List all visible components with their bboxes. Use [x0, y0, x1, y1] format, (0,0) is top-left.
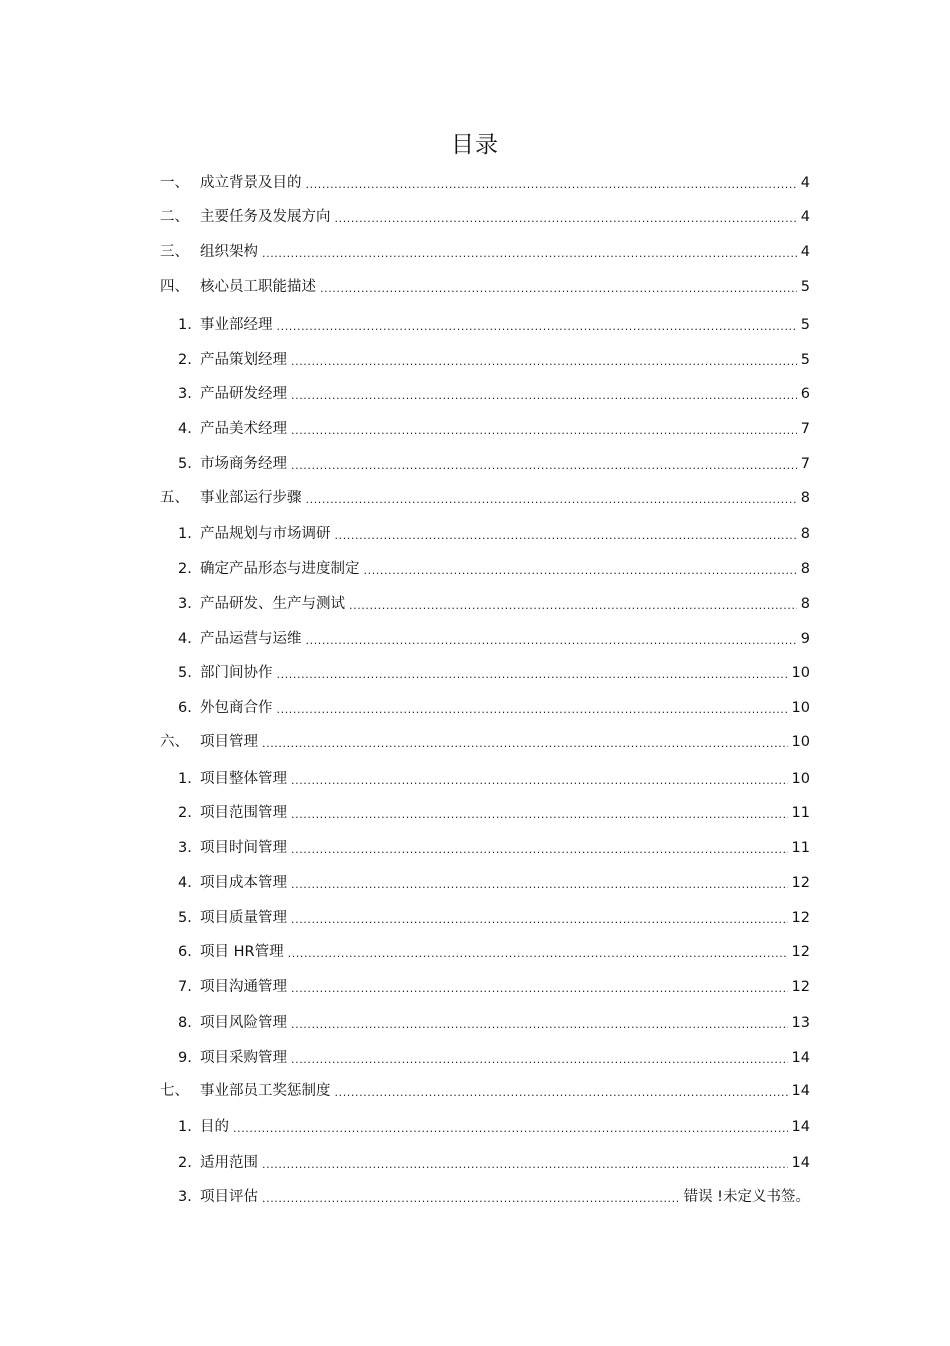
toc-entry-number: 2.: [178, 352, 192, 368]
toc-entry-page-number: 12: [791, 979, 810, 995]
toc-entry-page-number: 5: [800, 317, 810, 333]
toc-dot-leader: [291, 982, 788, 996]
toc-entry-number: 1.: [178, 317, 192, 333]
toc-entry-page-number: 8: [800, 526, 810, 542]
toc-entry-label: 部门间协作: [200, 665, 273, 681]
toc-entry-number: 七、: [160, 1083, 189, 1099]
toc-entry-number: 5.: [178, 910, 192, 926]
toc-dot-leader: [291, 878, 788, 892]
toc-dot-leader: [291, 355, 797, 369]
toc-entry[interactable]: [160, 556, 810, 578]
toc-entry[interactable]: [160, 204, 810, 226]
toc-entry[interactable]: [160, 1045, 810, 1067]
toc-entry-label: 目的: [200, 1119, 229, 1135]
toc-entry-page-number: 5: [800, 279, 810, 295]
toc-entry-page-number: 14: [791, 1050, 810, 1066]
toc-entry-page-number: 8: [800, 596, 810, 612]
toc-dot-leader: [291, 843, 788, 857]
toc-dot-leader: [262, 247, 797, 261]
toc-entry-page-number: 11: [791, 805, 810, 821]
toc-entry[interactable]: [160, 451, 810, 473]
toc-entry-page-number: 5: [800, 352, 810, 368]
toc-entry-page-number: 12: [791, 875, 810, 891]
toc-entry-page-number: 4: [800, 209, 810, 225]
toc-dot-leader: [349, 599, 797, 613]
toc-entry-number: 1.: [178, 771, 192, 787]
toc-entry[interactable]: [160, 660, 810, 682]
toc-dot-leader: [277, 703, 788, 717]
toc-dot-leader: [335, 1086, 788, 1100]
toc-entry-number: 二、: [160, 209, 189, 225]
toc-entry-page-number: 9: [800, 631, 810, 647]
toc-entry[interactable]: [160, 1150, 810, 1172]
toc-entry-page-number: 4: [800, 244, 810, 260]
toc-entry-number: 3.: [178, 596, 192, 612]
toc-entry-page-number: 11: [791, 840, 810, 856]
toc-entry[interactable]: [160, 1184, 810, 1206]
toc-entry[interactable]: [160, 766, 810, 788]
toc-entry-number: 5.: [178, 665, 192, 681]
toc-entry-number: 六、: [160, 734, 189, 750]
toc-dot-leader: [291, 808, 788, 822]
toc-entry-number: 1.: [178, 526, 192, 542]
toc-entry-page-number: 14: [791, 1119, 810, 1135]
toc-entry-page-number: 10: [791, 665, 810, 681]
toc-entry[interactable]: [160, 800, 810, 822]
toc-dot-leader: [291, 389, 797, 403]
toc-entry-label: 项目 HR管理: [200, 944, 284, 960]
toc-entry-page-number: 10: [791, 771, 810, 787]
toc-dot-leader: [335, 212, 797, 226]
toc-entry-page-number: 错误 !未定义书签。: [683, 1189, 810, 1205]
toc-entry-page-number: 13: [791, 1015, 810, 1031]
toc-entry[interactable]: [160, 274, 810, 296]
toc-entry[interactable]: [160, 1010, 810, 1032]
toc-entry-page-number: 10: [791, 734, 810, 750]
toc-title: 目录: [451, 132, 499, 158]
toc-dot-leader: [306, 634, 797, 648]
toc-entry-number: 2.: [178, 805, 192, 821]
toc-entry[interactable]: [160, 974, 810, 996]
toc-entry[interactable]: [160, 939, 810, 961]
toc-entry-label: 产品研发、生产与测试: [200, 596, 345, 612]
toc-dot-leader: [291, 459, 797, 473]
toc-entry-label: 组织架构: [200, 244, 258, 260]
toc-entry-number: 5.: [178, 456, 192, 472]
toc-entry-number: 一、: [160, 175, 189, 191]
toc-entry[interactable]: [160, 870, 810, 892]
toc-dot-leader: [364, 564, 797, 578]
toc-entry-number: 三、: [160, 244, 189, 260]
toc-entry-label: 产品策划经理: [200, 352, 287, 368]
toc-dot-leader: [291, 1018, 788, 1032]
toc-entry-number: 6.: [178, 700, 192, 716]
toc-entry-number: 3.: [178, 1189, 192, 1205]
toc-entry[interactable]: [160, 729, 810, 751]
toc-entry[interactable]: [160, 485, 810, 507]
toc-entry-page-number: 8: [800, 561, 810, 577]
toc-entry[interactable]: [160, 170, 810, 192]
toc-entry[interactable]: [160, 626, 810, 648]
toc-dot-leader: [306, 493, 797, 507]
toc-entry-label: 项目评估: [200, 1189, 258, 1205]
toc-entry-label: 外包商合作: [200, 700, 273, 716]
toc-entry-page-number: 7: [800, 421, 810, 437]
toc-entry-label: 适用范围: [200, 1155, 258, 1171]
toc-entry-number: 9.: [178, 1050, 192, 1066]
toc-entry-page-number: 14: [791, 1155, 810, 1171]
toc-entry[interactable]: [160, 905, 810, 927]
toc-dot-leader: [320, 282, 797, 296]
toc-entry-label: 产品规划与市场调研: [200, 526, 331, 542]
toc-dot-leader: [262, 737, 788, 751]
toc-dot-leader: [262, 1158, 788, 1172]
toc-entry-page-number: 4: [800, 175, 810, 191]
toc-entry[interactable]: [160, 1114, 810, 1136]
toc-dot-leader: [335, 529, 797, 543]
toc-entry-number: 2.: [178, 561, 192, 577]
toc-entry-number: 1.: [178, 1119, 192, 1135]
toc-entry-page-number: 12: [791, 910, 810, 926]
toc-dot-leader: [291, 774, 788, 788]
toc-entry-label: 事业部员工奖惩制度: [200, 1083, 331, 1099]
toc-entry[interactable]: [160, 521, 810, 543]
toc-entry[interactable]: [160, 695, 810, 717]
toc-entry-label: 核心员工职能描述: [200, 279, 316, 295]
toc-dot-leader: [291, 424, 797, 438]
toc-dot-leader: [288, 947, 788, 961]
toc-dot-leader: [291, 913, 788, 927]
toc-entry-label: 项目管理: [200, 734, 258, 750]
toc-entry-label: 项目沟通管理: [200, 979, 287, 995]
toc-entry-label: 项目成本管理: [200, 875, 287, 891]
toc-entry-label: 事业部经理: [200, 317, 273, 333]
toc-entry[interactable]: [160, 591, 810, 613]
toc-entry[interactable]: [160, 381, 810, 403]
toc-entry-label: 产品研发经理: [200, 386, 287, 402]
toc-entry-number: 4.: [178, 875, 192, 891]
toc-entry-page-number: 10: [791, 700, 810, 716]
toc-entry-number: 8.: [178, 1015, 192, 1031]
toc-entry-number: 4.: [178, 421, 192, 437]
toc-entry-label: 成立背景及目的: [200, 175, 302, 191]
toc-entry-label: 项目范围管理: [200, 805, 287, 821]
toc-dot-leader: [277, 668, 788, 682]
toc-entry-number: 3.: [178, 840, 192, 856]
toc-entry[interactable]: [160, 347, 810, 369]
toc-dot-leader: [233, 1122, 788, 1136]
toc-entry-label: 市场商务经理: [200, 456, 287, 472]
toc-entry[interactable]: [160, 1078, 810, 1100]
toc-entry-label: 产品运营与运维: [200, 631, 302, 647]
toc-entry-label: 项目整体管理: [200, 771, 287, 787]
toc-entry-number: 2.: [178, 1155, 192, 1171]
toc-entry-number: 4.: [178, 631, 192, 647]
toc-entry-page-number: 8: [800, 490, 810, 506]
toc-entry-label: 事业部运行步骤: [200, 490, 302, 506]
toc-entry-page-number: 6: [800, 386, 810, 402]
toc-entry-number: 7.: [178, 979, 192, 995]
toc-entry-number: 6.: [178, 944, 192, 960]
toc-entry-number: 四、: [160, 279, 189, 295]
toc-entry-label: 确定产品形态与进度制定: [200, 561, 360, 577]
toc-entry-label: 项目采购管理: [200, 1050, 287, 1066]
toc-entry-number: 3.: [178, 386, 192, 402]
toc-dot-leader: [262, 1192, 680, 1206]
toc-entry[interactable]: [160, 312, 810, 334]
toc-entry[interactable]: [160, 835, 810, 857]
toc-entry-label: 项目时间管理: [200, 840, 287, 856]
toc-entry-page-number: 14: [791, 1083, 810, 1099]
toc-dot-leader: [306, 178, 797, 192]
toc-entry-label: 产品美术经理: [200, 421, 287, 437]
toc-entry[interactable]: [160, 239, 810, 261]
toc-entry-label: 项目风险管理: [200, 1015, 287, 1031]
toc-entry[interactable]: [160, 416, 810, 438]
toc-entry-label: 主要任务及发展方向: [200, 209, 331, 225]
toc-dot-leader: [277, 320, 797, 334]
toc-dot-leader: [291, 1053, 788, 1067]
toc-entry-page-number: 7: [800, 456, 810, 472]
toc-entry-page-number: 12: [791, 944, 810, 960]
toc-entry-number: 五、: [160, 490, 189, 506]
toc-entry-label: 项目质量管理: [200, 910, 287, 926]
